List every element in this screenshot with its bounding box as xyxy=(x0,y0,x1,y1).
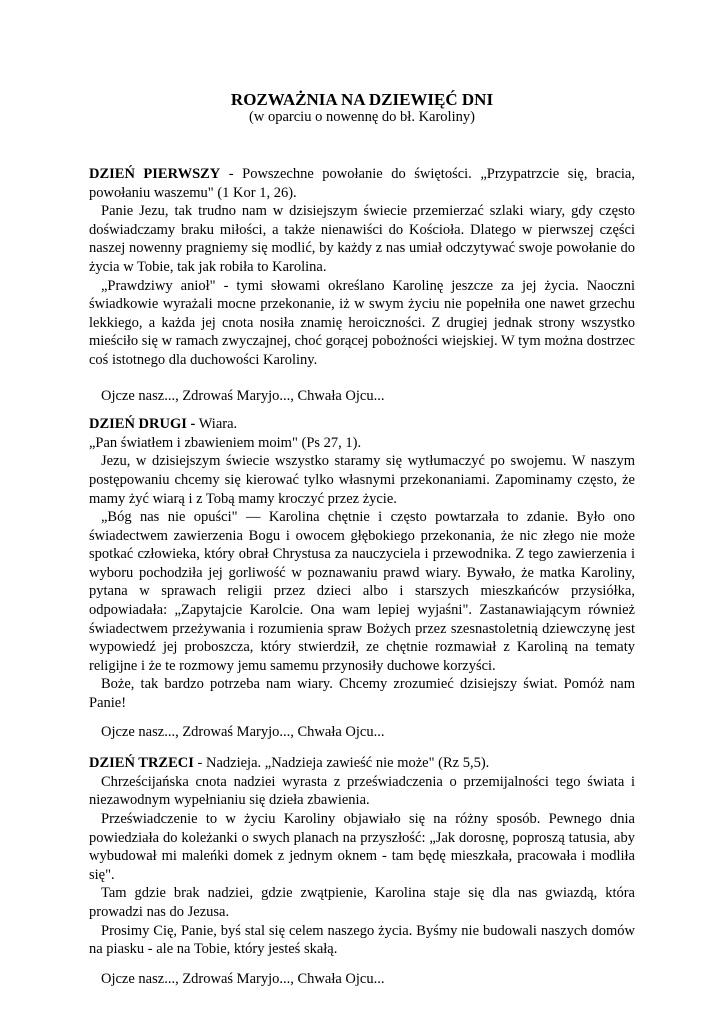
prayer-line: Ojcze nasz..., Zdrowaś Maryjo..., Chwała Ojcu... xyxy=(101,387,385,404)
paragraph: Tam gdzie brak nadziei, gdzie zwątpienie, Karolina staje się dla nas gwiazdą, która prowadzi nas do Jezusa. xyxy=(89,885,635,920)
day-intro: - Nadzieja. „Nadzieja zawieść nie może" (Rz 5,5). xyxy=(193,755,490,772)
paragraph: Panie Jezu, tak trudno nam w dzisiejszym świecie przemierzać szlaki wiary, gdy często doświadczamy braku miłości, a także nienawiści do Kościoła. Dlatego w pierwszej części naszej nowenny pragniemy się modlić, by każdy z nas umiał odczytywać swoje powołanie do życia w Tobie, tak jak robiła to Karolina. xyxy=(89,203,635,275)
day-quote: „Pan światłem i zbawieniem moim" (Ps 27, 1). xyxy=(89,434,362,451)
day-heading-line xyxy=(89,754,635,773)
paragraph: „Bóg nas nie opuści" — Karolina chętnie i często powtarzała to zdanie. Było ono świadectwem zawierzenia Bogu i owocem głębokiego przekonania, że nic złego nie może spotkać człowieka, który obrał Chrystusa za nauczyciela i przewodnika. Z tego zawierzenia i wyboru pochodziła jej gorliwość w poznawaniu prawd wiary. Bywało, że matka Karoliny, pytana w sprawach religii przez dzieci albo i starszych mieszkańców przysiółka, odpowiadała: „Zapytajcie Karolcie. Ona wam lepiej wyjaśni". Zastanawiającym również świadectwem przeżywania i rozumienia spraw Bożych przez szesnastoletnią dziewczynę jest wypowiedź jej proboszcza, który stwierdził, ze chętnie rozmawiał z Karoliną na tematy religijne i że te rozmowy jemu samemu przynosiły duchowe korzyści. xyxy=(89,509,635,674)
day-heading: DZIEŃ PIERWSZY xyxy=(89,166,221,182)
day-section-3 xyxy=(89,754,635,988)
paragraph: Chrześcijańska cnota nadziei wyrasta z przeświadczenia o przemijalności tego świata i niezawodnym wypełnianiu się dzieła zbawienia. xyxy=(89,773,635,809)
day-intro: - Powszechne powołanie do świętości. „Przypatrzcie się, bracia, powołaniu waszemu" (1 Kor 1, 26). xyxy=(89,166,635,201)
day-heading: DZIEŃ DRUGI - xyxy=(89,416,196,433)
prayer-line: Ojcze nasz..., Zdrowaś Maryjo..., Chwała Ojcu... xyxy=(101,970,385,987)
paragraph: Przeświadczenie to w życiu Karoliny objawiało się na różny sposób. Pewnego dnia powiedziała do koleżanki o swych planach na przyszłość: „Jak dorosnę, poproszą tatusia, aby wybudował mi maleńki domek z jednym oknem - tam będę mieszkała, pracowała i modliła się". xyxy=(89,811,635,883)
prayer-line: Ojcze nasz..., Zdrowaś Maryjo..., Chwała Ojcu... xyxy=(101,723,385,740)
day-heading-line xyxy=(89,415,635,434)
paragraph: „Prawdziwy anioł" - tymi słowami określano Karolinę jeszcze za jej życia. Naoczni świadkowie wyrażali mocne przekonanie, iż w swym życiu nie popełniła one nawet grzechu lekkiego, a każda jej cnota nosiła znamię heroiczności. Z drugiej jednak strony wszystko mieściło się w ramach zwyczajnej, choć gorącej pobożności wiejskiej. W tym można dostrzec coś istotnego dla duchowości Karoliny. xyxy=(89,277,635,368)
page-subtitle: (w oparciu o nowennę do bł. Karoliny) xyxy=(249,109,475,125)
day-section-1 xyxy=(89,165,635,405)
paragraph: Prosimy Cię, Panie, byś stal się celem naszego życia. Byśmy nie budowali naszych domów na piasku - ale na Tobie, który jesteś skałą. xyxy=(89,922,635,958)
document-body xyxy=(89,165,635,988)
paragraph: Jezu, w dzisiejszym świecie wszystko staramy się wytłumaczyć po swojemu. W naszym postępowaniu chcemy się kierować tylko własnymi przekonaniami. Zapominamy często, że mamy żyć wiarą i z Tobą mamy kroczyć przez życie. xyxy=(89,453,635,507)
page-title: ROZWAŻNIA NA DZIEWIĘĆ DNI xyxy=(230,90,494,109)
paragraph: Boże, tak bardzo potrzeba nam wiary. Chcemy zrozumieć dzisiejszy świat. Pomóż nam Panie! xyxy=(89,676,635,712)
day-heading-line xyxy=(89,165,635,202)
day-heading: DZIEŃ TRZECI xyxy=(89,755,194,772)
day-section-2 xyxy=(89,415,635,741)
day-intro: Wiara. xyxy=(195,416,238,433)
